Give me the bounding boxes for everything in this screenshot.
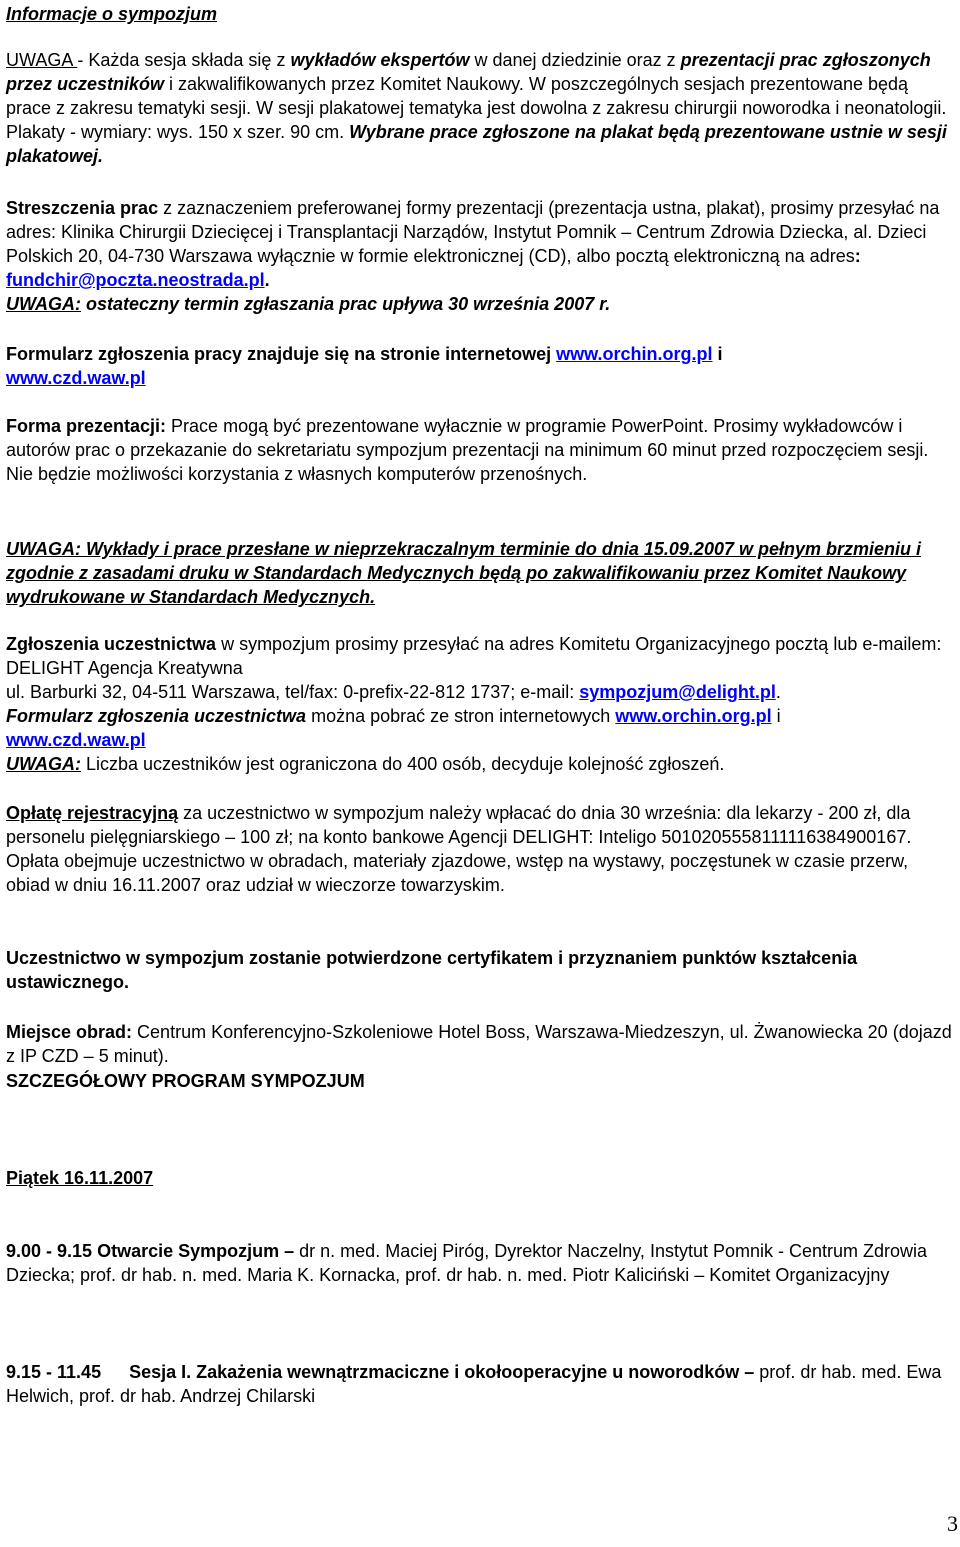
note-text: w danej dziedzinie oraz z bbox=[469, 50, 681, 70]
abstracts-colon: : bbox=[854, 246, 861, 266]
lectures-note bbox=[6, 537, 954, 609]
registration-heading: Zgłoszenia uczestnictwa bbox=[6, 634, 217, 654]
fee-heading: Opłatę rejestracyjną bbox=[6, 803, 179, 823]
registration-paragraph bbox=[6, 632, 954, 776]
czd-link[interactable]: www.czd.waw.pl bbox=[6, 730, 146, 750]
registration-and: i bbox=[771, 706, 781, 726]
deadline-label: UWAGA: bbox=[6, 294, 81, 314]
lectures-deadline: 15.09.2007 bbox=[643, 539, 734, 559]
orchin-link[interactable]: www.orchin.org.pl bbox=[556, 344, 713, 364]
program-item-title: Otwarcie Sympozjum bbox=[97, 1241, 280, 1261]
venue-paragraph bbox=[6, 1020, 954, 1068]
registration-text: w sympozjum prosimy przesyłać na adres Komitetu Organizacyjnego pocztą lub e-mailem: DELIGHT Agencja Kreatywna bbox=[6, 634, 942, 678]
program-item-people: prof. dr hab. med. Ewa Helwich, prof. dr hab. Andrzej Chilarski bbox=[6, 1362, 942, 1406]
registration-dot: . bbox=[775, 682, 781, 702]
abstracts-email-link[interactable]: fundchir@poczta.neostrada.pl bbox=[6, 270, 265, 290]
presentation-form-heading: Forma prezentacji: bbox=[6, 416, 167, 436]
program-heading: SZCZEGÓŁOWY PROGRAM SYMPOZJUM bbox=[6, 1071, 365, 1091]
program-item-time: 9.00 - 9.15 bbox=[6, 1241, 93, 1261]
delight-email-link[interactable]: sympozjum@delight.pl bbox=[579, 682, 776, 702]
note-text: i zakwalifikowanych przez Komitet Naukowy. W poszczególnych sesjach prezentowane będą prace z zakresu tematyki sesji. W sesji plakatowej tematyka jest dowolna z zakresu chirurgii noworodka i neonatologii. Plakaty - wymiary: wys. 150 x szer. 90 cm. bbox=[6, 74, 947, 142]
limit-note-label: UWAGA: bbox=[6, 754, 81, 774]
presentation-form-text: Prace mogą być prezentowane wyłacznie w programie PowerPoint. Prosimy wykładowców i autorów prac o przekazanie do sekretariatu sympozjum prezentacji na minimum 60 minut przed rozpoczęciem sesji. Nie będzie możliwości korzystania z własnych komputerów przenośnych. bbox=[6, 416, 929, 484]
deadline-text: ostateczny termin zgłaszania prac upływa 30 września 2007 r. bbox=[81, 294, 611, 314]
page-number: 3 bbox=[947, 1511, 958, 1536]
czd-link[interactable]: www.czd.waw.pl bbox=[6, 368, 146, 388]
registration-form-text: można pobrać ze stron internetowych bbox=[306, 706, 616, 726]
venue-text: Centrum Konferencyjno-Szkoleniowe Hotel Boss, Warszawa-Miedzeszyn, ul. Żwanowiecka 20 (dojazd z IP CZD – 5 minut). bbox=[6, 1022, 952, 1066]
program-item-dash: – bbox=[739, 1362, 755, 1382]
note-text: - Każda sesja składa się z bbox=[77, 50, 291, 70]
lectures-note-tail: w pełnym brzmieniu i zgodnie z zasadami druku w Standardach Medycznych będą po zakwalifikowaniu przez Komitet Naukowy wydrukowane w Standardach Medycznych. bbox=[6, 539, 922, 607]
application-form-paragraph bbox=[6, 342, 723, 390]
note-emphasis-presentations: prezentacji prac zgłoszonych przez uczestników bbox=[6, 50, 931, 94]
note-label: UWAGA bbox=[6, 50, 78, 70]
lectures-note-text: Wykłady i prace przesłane w nieprzekraczalnym terminie do dnia bbox=[81, 539, 644, 559]
certificate-paragraph: Uczestnictwo w sympozjum zostanie potwierdzone certyfikatem i przyznaniem punktów kształcenia ustawicznego. bbox=[6, 948, 858, 992]
fee-text: za uczestnictwo w sympozjum należy wpłacać do dnia 30 września: dla lekarzy - 200 zł, dla personelu pielęgniarskiego – 100 zł; na konto bankowe Agencji DELIGHT: Inteligo 5010205558111116384900167. Opłata obejmuje uczestnictwo w obradach, materiały zjazdowe, wstęp na wystawy, poczęstunek w czasie przerw, obiad w dniu 16.11.2007 oraz udział w wieczorze towarzyskim. bbox=[6, 803, 912, 895]
abstracts-heading: Streszczenia prac bbox=[6, 198, 159, 218]
orchin-link[interactable]: www.orchin.org.pl bbox=[615, 706, 772, 726]
note-sessions bbox=[6, 48, 954, 168]
lectures-note-label: UWAGA: bbox=[6, 539, 81, 559]
program-item-people: dr n. med. Maciej Piróg, Dyrektor Naczelny, Instytut Pomnik - Centrum Zdrowia Dziecka; prof. dr hab. n. med. Maria K. Kornacka, prof. dr hab. n. med. Piotr Kaliciński – Komitet Organizacyjny bbox=[6, 1241, 928, 1285]
presentation-form-paragraph bbox=[6, 414, 954, 486]
program-item bbox=[6, 1239, 954, 1287]
abstracts-dot: . bbox=[264, 270, 270, 290]
registration-form-heading: Formularz zgłoszenia uczestnictwa bbox=[6, 706, 307, 726]
abstracts-paragraph bbox=[6, 196, 954, 316]
program-item bbox=[6, 1360, 954, 1408]
form-text: Formularz zgłoszenia pracy znajduje się na stronie internetowej bbox=[6, 344, 557, 364]
limit-note-text: Liczba uczestników jest ograniczona do 400 osób, decyduje kolejność zgłoszeń. bbox=[81, 754, 725, 774]
day-heading: Piątek 16.11.2007 bbox=[6, 1168, 154, 1188]
registration-address: ul. Barburki 32, 04-511 Warszawa, tel/fax: 0-prefix-22-812 1737; e-mail: bbox=[6, 682, 580, 702]
note-emphasis-posters: Wybrane prace zgłoszone na plakat będą prezentowane ustnie w sesji plakatowej. bbox=[6, 122, 947, 166]
abstracts-text: z zaznaczeniem preferowanej formy prezentacji (prezentacja ustna, plakat), prosimy przesyłać na adres: Klinika Chirurgii Dziecięcej i Transplantacji Narządów, Instytut Pomnik – Centrum Zdrowia Dziecka, al. Dzieci Polskich 20, 04-730 Warszawa wyłącznie w formie elektronicznej (CD), albo pocztą elektroniczną na adres bbox=[6, 198, 940, 266]
program-item-dash: – bbox=[279, 1241, 295, 1261]
section-title: Informacje o sympozjum bbox=[6, 4, 218, 24]
form-and: i bbox=[712, 344, 723, 364]
program-item-time: 9.15 - 11.45 bbox=[6, 1362, 102, 1382]
note-emphasis-experts: wykładów ekspertów bbox=[290, 50, 470, 70]
venue-heading: Miejsce obrad: bbox=[6, 1022, 133, 1042]
fee-paragraph bbox=[6, 801, 954, 897]
program-item-title: Sesja I. Zakażenia wewnątrzmaciczne i okołooperacyjne u noworodków bbox=[129, 1362, 740, 1382]
